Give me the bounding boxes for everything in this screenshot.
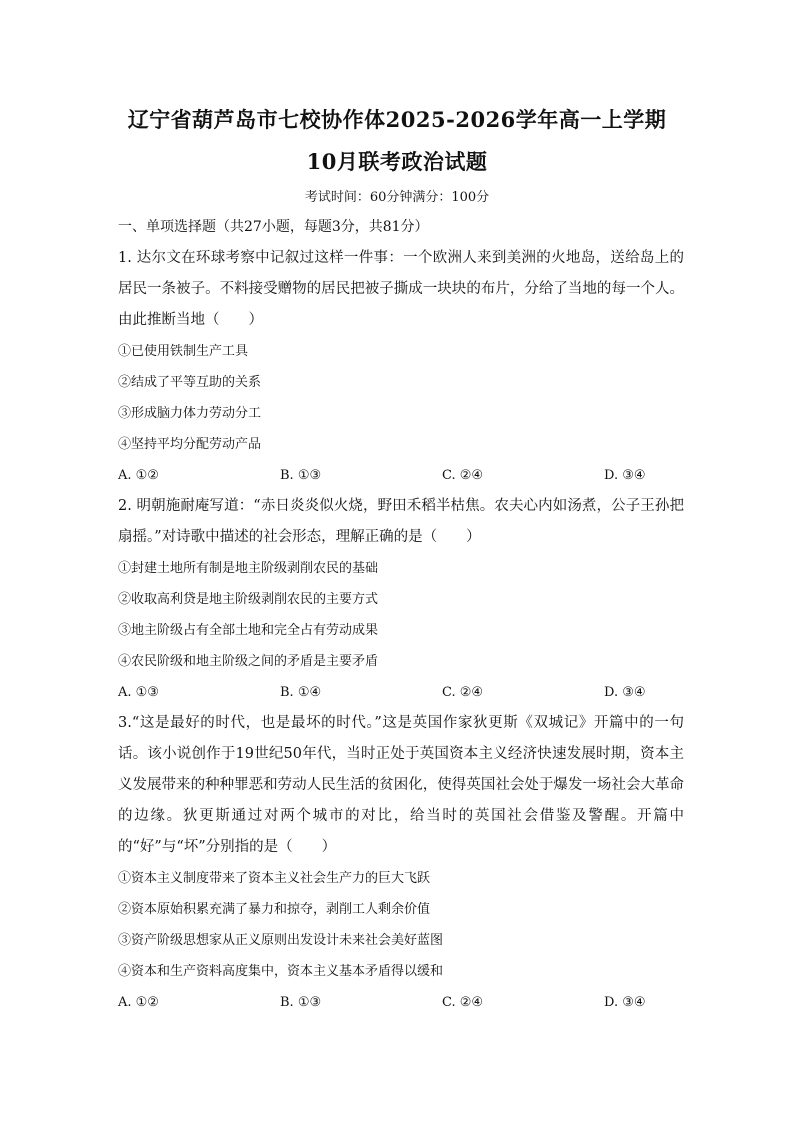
statement-item: ①资本主义制度带来了资本主义社会生产力的巨大飞跃 [118,871,431,886]
statement-item: ①已使用铁制生产工具 [118,344,249,359]
section-heading: 一、单项选择题（共27小题，每题3分，共81分） [118,219,429,235]
statement-item: ③资产阶级思想家从正义原则出发设计未来社会美好蓝图 [118,933,444,948]
choice-b: B. ①④ [280,685,322,700]
page-title-line-2: 10月联考政治试题 [306,149,488,174]
answer-choices [118,460,684,491]
choice-b: B. ①③ [280,995,322,1010]
question-2 [118,491,684,708]
question-stem: 2. 明朝施耐庵写道：“赤日炎炎似火烧，野田禾稻半枯焦。农夫心内如汤煮，公子王孙把扇摇。”对诗歌中描述的社会形态，理解正确的是（ ） [118,498,684,545]
statement-item: ④坚持平均分配劳动产品 [118,437,262,452]
question-stem: 3.“这是最好的时代，也是最坏的时代。”这是英国作家狄更斯《双城记》开篇中的一句话。该小说创作于19世纪50年代，当时正处于英国资本主义经济快速发展时期，资本主义发展带来的种种罪恶和劳动人民生活的贫困化，使得英国社会处于爆发一场社会大革命的边缘。狄更斯通过对两个城市的对比，给当时的英国社会借鉴及警醒。开篇中的“好”与“坏”分别指的是（ ） [118,715,684,855]
question-1 [118,243,684,491]
question-stem: 1. 达尔文在环球考察中记叙过这样一件事：一个欧洲人来到美洲的火地岛，送给岛上的居民一条被子。不料接受赠物的居民把被子撕成一块块的布片，分给了当地的每一个人。由此推断当地（ ） [118,250,684,328]
choice-c: C. ②④ [442,468,484,483]
statement-item: ④农民阶级和地主阶级之间的矛盾是主要矛盾 [118,654,379,669]
statement-item: ②资本原始积累充满了暴力和掠夺，剥削工人剩余价值 [118,902,431,917]
choice-d: D. ③④ [604,468,646,483]
statement-item: ③地主阶级占有全部土地和完全占有劳动成果 [118,623,379,638]
statement-item: ③形成脑力体力劳动分工 [118,406,262,421]
choice-a: A. ①③ [118,685,159,700]
choice-b: B. ①③ [280,468,322,483]
choice-c: C. ②④ [442,995,484,1010]
page-title-line-1: 辽宁省葫芦岛市七校协作体2025-2026学年高一上学期 [127,107,667,132]
answer-choices [118,987,684,1018]
questions-container [118,243,684,1018]
answer-choices [118,677,684,708]
exam-info: 考试时间：60分钟满分：100分 [304,190,490,205]
statement-item: ①封建土地所有制是地主阶级剥削农民的基础 [118,561,379,576]
choice-a: A. ①② [118,995,159,1010]
choice-d: D. ③④ [604,685,646,700]
statement-item: ②结成了平等互助的关系 [118,375,262,390]
statement-item: ④资本和生产资料高度集中，资本主义基本矛盾得以缓和 [118,964,444,979]
choice-a: A. ①② [118,468,159,483]
choice-d: D. ③④ [604,995,646,1010]
question-3 [118,708,684,1018]
choice-c: C. ②④ [442,685,484,700]
statement-item: ②收取高利贷是地主阶级剥削农民的主要方式 [118,592,379,607]
